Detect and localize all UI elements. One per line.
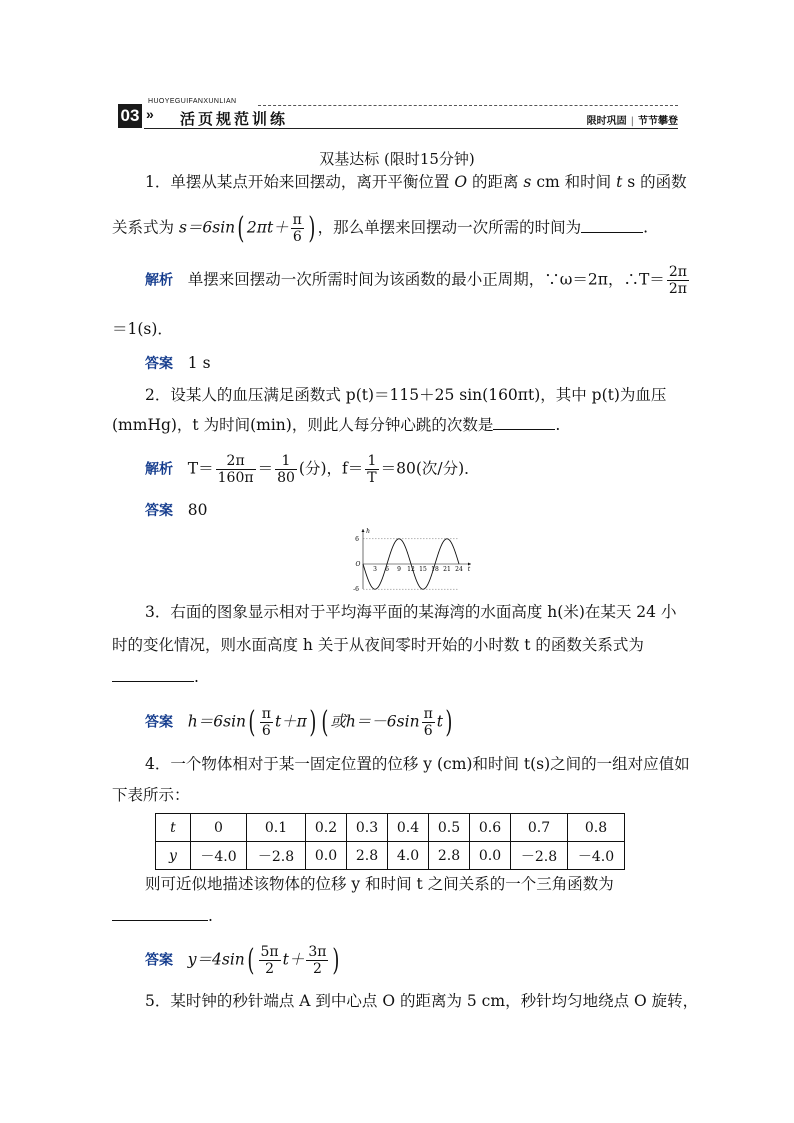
header-separator: |: [630, 116, 634, 127]
y-tick-label-min: -6: [353, 586, 359, 591]
header-right: [587, 112, 678, 127]
x-tick-label: 18: [431, 566, 439, 573]
chapter-badge: 03: [118, 104, 142, 128]
q4-line1: 4．一个物体相对于某一固定位置的位移 y (cm)和时间 t(s)之间的一组对应值如: [145, 755, 690, 773]
header-title: 活页规范训练: [180, 110, 289, 128]
table-cell: 0.2: [306, 814, 347, 842]
table-cell: 0.7: [511, 814, 568, 842]
q4-answer: 答案 y＝4sin( $\frac{5\pi}{2}$ t＋ $\frac{3\pi}{2}$ ): [145, 942, 340, 978]
x-tick-label: 15: [419, 566, 427, 573]
header-right-2: 节节攀登: [638, 116, 678, 127]
q4-answer-blank: [112, 906, 208, 921]
header-rule: [144, 128, 678, 129]
header-right-1: 限时巩固: [586, 116, 627, 127]
table-cell: －4.0: [568, 842, 625, 870]
q2-answer: 答案 80: [145, 501, 208, 519]
value-table: [155, 813, 625, 870]
q1-line2: 关系式为 s＝6sin( 2πt＋ $\frac{\pi}{6}$ ) ，那么单摆来回摆动一次所需的时间为 .: [112, 210, 649, 246]
table-cell: 0.4: [388, 814, 429, 842]
section-title: 双基达标 (限时15分钟): [319, 150, 475, 168]
guillemet-icon: »: [146, 106, 154, 122]
tide-graph: [345, 527, 475, 591]
table-cell: 0.0: [306, 842, 347, 870]
q2-solution: 解析 T＝ $\frac{2\pi}{160\pi}$ ＝ $\frac{1}{80}$ (分)，f＝ $\frac{1}{T}$ ＝80(次/分)．: [145, 453, 480, 486]
x-axis-label: t: [467, 566, 471, 573]
q4-line3: 则可近似地描述该物体的位移 y 和时间 t 之间关系的一个三角函数为: [145, 875, 614, 893]
table-cell: －2.8: [511, 842, 568, 870]
table-header-cell: y: [156, 842, 191, 870]
x-tick-label: 3: [373, 566, 377, 573]
header-pinyin: HUOYEGUIFANXUNLIAN: [148, 98, 237, 105]
origin-label: O: [355, 561, 361, 568]
q5-line1: 5．某时钟的秒针端点 A 到中心点 O 的距离为 5 cm，秒针均匀地绕点 O 旋转，: [145, 992, 699, 1010]
x-tick-label: 9: [397, 566, 401, 573]
q3-line1: 3．右面的图象显示相对于平均海平面的某海湾的水面高度 h(米)在某天 24 小: [145, 603, 677, 621]
q4-line2: 下表所示：: [112, 786, 190, 804]
table-row: [156, 814, 625, 842]
q1-line1: 1．单摆从某点开始来回摆动，离开平衡位置 O 的距离 s cm 和时间 t s 的函数: [145, 173, 687, 191]
header-dotted-rule: [258, 105, 678, 106]
answer-label: 答案: [145, 356, 173, 372]
table-cell: 0.6: [470, 814, 511, 842]
table-cell: 0.3: [347, 814, 388, 842]
y-tick-label-max: 6: [355, 535, 359, 543]
y-axis-label: h: [366, 528, 370, 535]
q3-answer: 答案 h＝6sin( $\frac{\pi}{6}$ t＋π) ( 或h＝－6sin $\frac{\pi}{6}$ t): [145, 704, 453, 740]
q2-answer-blank: [493, 415, 555, 430]
q1-solution: 解析 单摆来回摆动一次所需时间为该函数的最小正周期，∵ω＝2π，∴T＝ $\frac{2\pi}{2\pi}$: [145, 264, 687, 297]
q4-blank-line: .: [112, 905, 213, 927]
q2-line1: 2．设某人的血压满足函数式 p(t)＝115＋25 sin(160πt)，其中 p(t)为血压: [145, 386, 667, 404]
q1-answer-blank: [581, 218, 643, 233]
table-cell: 0: [191, 814, 247, 842]
page-header: [118, 98, 678, 132]
q3-blank-line: .: [112, 666, 199, 688]
table-header-cell: t: [156, 814, 191, 842]
x-tick-label: 12: [407, 566, 415, 573]
table-cell: 0.0: [470, 842, 511, 870]
x-tick-label: 21: [443, 566, 451, 573]
table-cell: －2.8: [247, 842, 306, 870]
q1-solution-tail: ＝1(s)．: [112, 320, 173, 338]
q3-answer-blank: [112, 667, 194, 682]
table-row: [156, 842, 625, 870]
table-cell: 2.8: [347, 842, 388, 870]
table-cell: －4.0: [191, 842, 247, 870]
q1-answer: 答案 1 s: [145, 354, 211, 372]
y-axis-arrow-icon: [362, 529, 365, 532]
table-cell: 0.1: [247, 814, 306, 842]
table-cell: 4.0: [388, 842, 429, 870]
table-cell: 0.8: [568, 814, 625, 842]
x-tick-label: 6: [385, 566, 389, 573]
q2-line2: (mmHg)，t 为时间(min)，则此人每分钟心跳的次数是 .: [112, 416, 561, 434]
table-cell: 0.5: [429, 814, 470, 842]
jiexi-label: 解析: [145, 272, 173, 289]
q3-line2: 时的变化情况，则水面高度 h 关于从夜间零时开始的小时数 t 的函数关系式为: [112, 636, 644, 654]
table-cell: 2.8: [429, 842, 470, 870]
x-tick-label: 24: [455, 566, 463, 573]
